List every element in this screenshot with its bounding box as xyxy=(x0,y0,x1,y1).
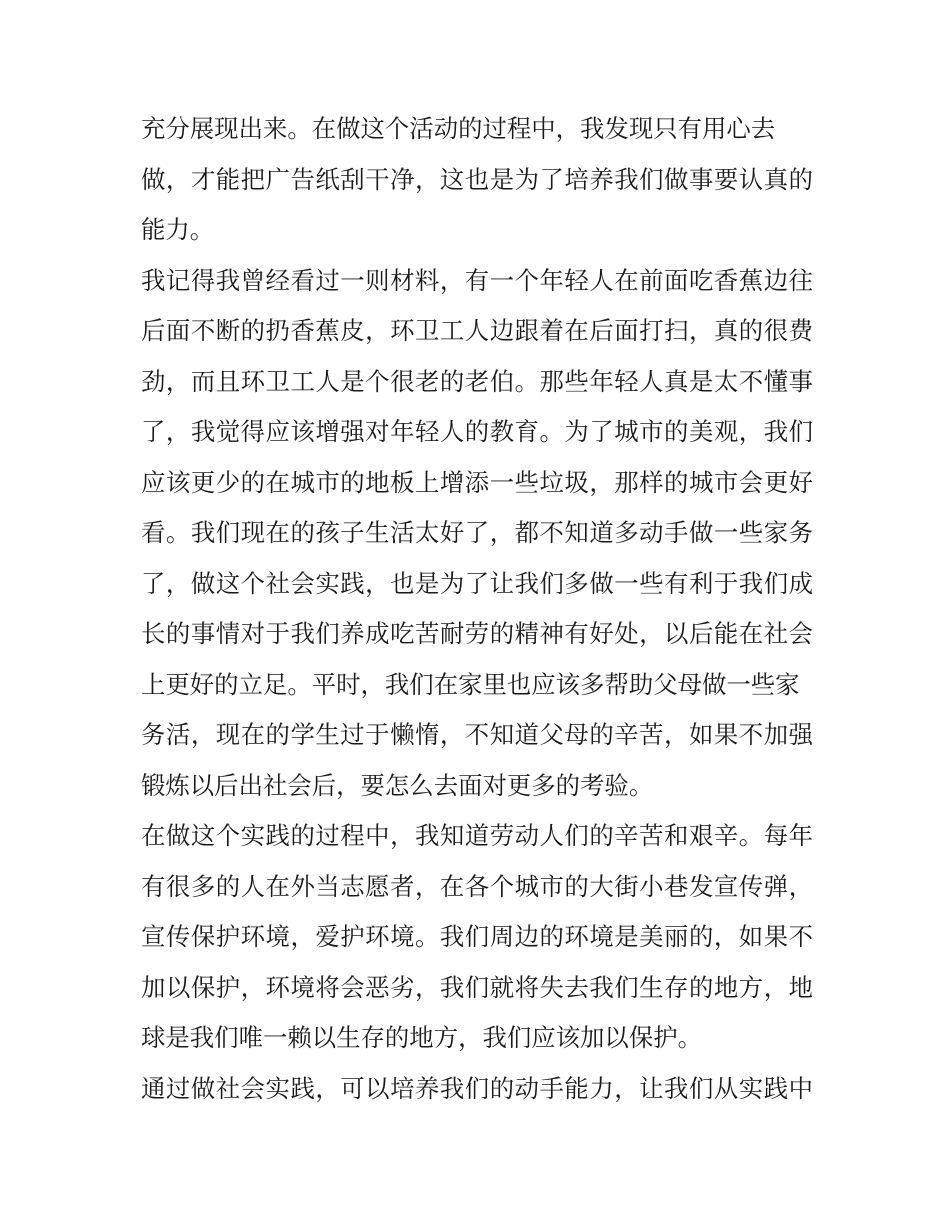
text-line: 我记得我曾经看过一则材料，有一个年轻人在前面吃香蕉边往 xyxy=(141,265,813,295)
text-line: 了，做这个社会实践，也是为了让我们多做一些有利于我们成 xyxy=(141,568,813,598)
document-body xyxy=(141,104,813,1114)
text-line: 做，才能把广告纸刮干净，这也是为了培养我们做事要认真的 xyxy=(141,164,813,194)
text-line: 了，我觉得应该增强对年轻人的教育。为了城市的美观，我们 xyxy=(141,417,813,446)
text-line: 应该更少的在城市的地板上增添一些垃圾，那样的城市会更好 xyxy=(141,467,813,497)
text-line: 看。我们现在的孩子生活太好了，都不知道多动手做一些家务 xyxy=(141,518,813,547)
text-line: 后面不断的扔香蕉皮，环卫工人边跟着在后面打扫，真的很费 xyxy=(141,316,813,345)
text-line: 宣传保护环境，爱护环境。我们周边的环境是美丽的，如果不 xyxy=(141,922,813,951)
text-line: 通过做社会实践，可以培养我们的动手能力，让我们从实践中 xyxy=(141,1073,813,1103)
text-line: 充分展现出来。在做这个活动的过程中，我发现只有用心去 xyxy=(141,114,776,143)
text-line: 有很多的人在外当志愿者，在各个城市的大街小巷发宣传弹， xyxy=(141,871,813,901)
text-line: 能力。 xyxy=(141,215,215,244)
text-line: 长的事情对于我们养成吃苦耐劳的精神有好处，以后能在社会 xyxy=(141,619,813,648)
text-line: 加以保护，环境将会恶劣，我们就将失去我们生存的地方，地 xyxy=(141,972,813,1002)
text-line: 球是我们唯一赖以生存的地方，我们应该加以保护。 xyxy=(141,1023,702,1052)
text-line: 务活，现在的学生过于懒惰，不知道父母的辛苦，如果不加强 xyxy=(141,720,813,749)
text-line: 在做这个实践的过程中，我知道劳动人们的辛苦和艰辛。每年 xyxy=(141,821,813,850)
text-line: 锻炼以后出社会后，要怎么去面对更多的考验。 xyxy=(141,770,654,800)
text-line: 上更好的立足。平时，我们在家里也应该多帮助父母做一些家 xyxy=(141,669,800,699)
text-line: 劲，而且环卫工人是个很老的老伯。那些年轻人真是太不懂事 xyxy=(141,366,813,396)
